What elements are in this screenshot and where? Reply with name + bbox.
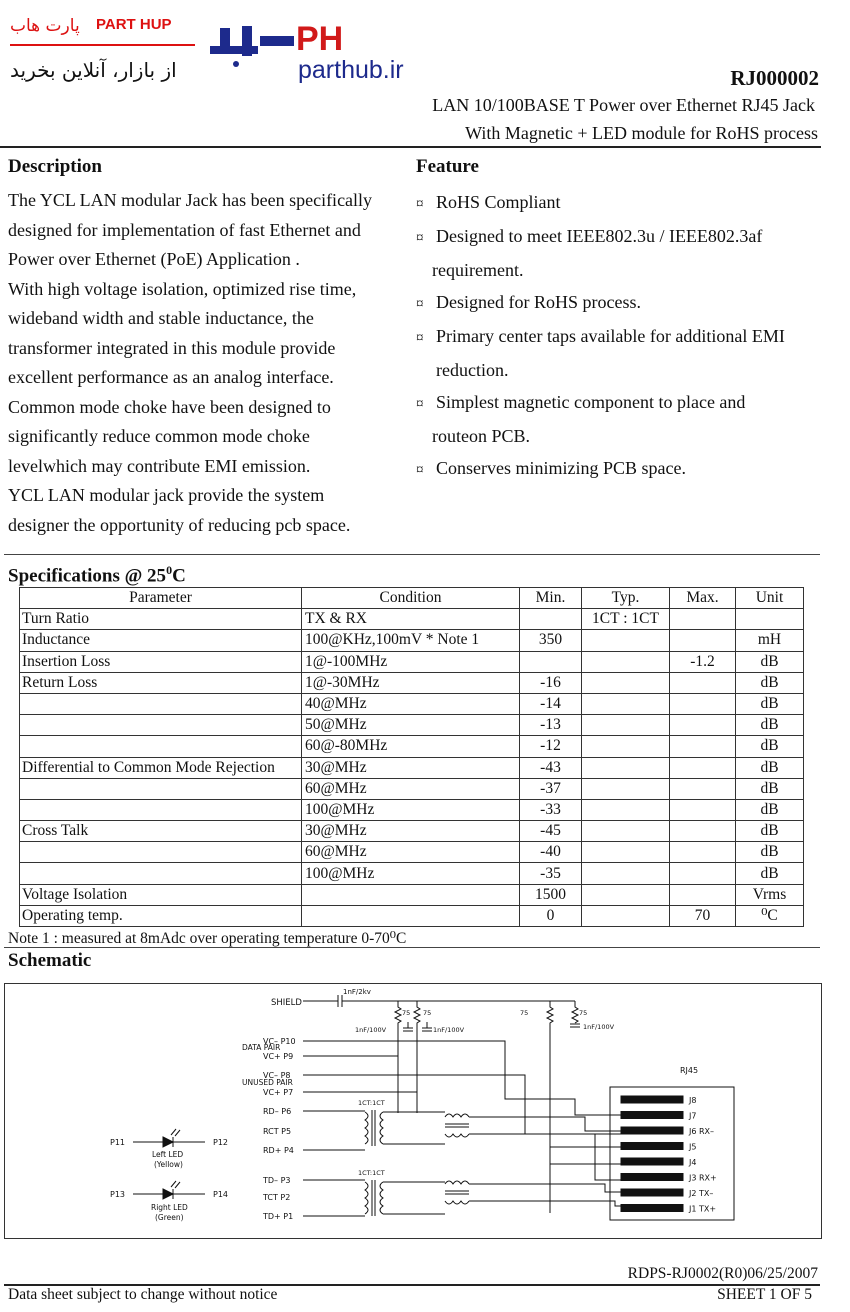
- rj45-pin-label: J8: [689, 1096, 697, 1105]
- spec-cell: [670, 821, 736, 842]
- spec-cell: [670, 736, 736, 757]
- svg-text:1CT:1CT: 1CT:1CT: [358, 1099, 385, 1107]
- rj45-contact: [621, 1174, 683, 1181]
- spec-cell: [582, 884, 670, 905]
- spec-cell: ⁰C: [736, 905, 804, 926]
- spec-cell: [20, 863, 302, 884]
- spec-cell: [582, 799, 670, 820]
- rj45-pin-label: J2 TX–: [689, 1189, 714, 1198]
- spec-cell: mH: [736, 630, 804, 651]
- spec-cell: dB: [736, 757, 804, 778]
- rj45-pin-label: J7: [689, 1111, 697, 1121]
- spec-cell: -37: [520, 778, 582, 799]
- bullet-icon: ¤: [416, 196, 424, 212]
- spec-cell: [20, 799, 302, 820]
- spec-note: Note 1 : measured at 8mAdc over operating temperature 0-70⁰C: [8, 930, 407, 947]
- spec-cell: [670, 842, 736, 863]
- svg-text:1nF/100V: 1nF/100V: [433, 1026, 465, 1034]
- spec-cell: 0: [520, 905, 582, 926]
- description-line: transformer integrated in this module provide: [8, 337, 336, 358]
- led-pin-label: P14: [213, 1190, 229, 1199]
- rj45-pin-label: J6 RX–: [689, 1127, 715, 1136]
- spec-cell: 100@MHz: [302, 863, 520, 884]
- spec-cell: Vrms: [736, 884, 804, 905]
- right-led-label: Right LED: [151, 1203, 188, 1212]
- spec-cell: 1@-100MHz: [302, 651, 520, 672]
- description-line: Power over Ethernet (PoE) Application .: [8, 249, 300, 269]
- spec-cell: dB: [736, 693, 804, 714]
- spec-cell: [582, 672, 670, 693]
- rj45-pin-label: J5: [689, 1142, 697, 1152]
- spec-cell: [582, 651, 670, 672]
- spec-cell: dB: [736, 778, 804, 799]
- logo-slogan: از بازار، آنلاین بخرید: [10, 58, 177, 82]
- spec-cell: [520, 651, 582, 672]
- spec-cell: -35: [520, 863, 582, 884]
- bullet-icon: ¤: [416, 330, 424, 346]
- spec-cell: 1500: [520, 884, 582, 905]
- led-diode-icon: [163, 1189, 173, 1199]
- description-line: Common mode choke have been designed to: [8, 396, 331, 417]
- column-header: Typ.: [582, 588, 670, 609]
- spec-cell: [670, 693, 736, 714]
- spec-cell: [20, 736, 302, 757]
- description-heading: Description: [8, 156, 102, 177]
- spec-cell: dB: [736, 651, 804, 672]
- schematic-pin-label: VC– P8: [263, 1071, 291, 1080]
- spec-cell: [20, 778, 302, 799]
- spec-cell: [582, 778, 670, 799]
- section-rule: [4, 947, 820, 948]
- spec-cell: 60@MHz: [302, 778, 520, 799]
- spec-cell: [670, 778, 736, 799]
- schematic-pin-label: VC+ P7: [263, 1088, 294, 1097]
- data-pair-label: DATA PAIR: [242, 1043, 281, 1052]
- column-header: Unit: [736, 588, 804, 609]
- title-line-1: LAN 10/100BASE T Power over Ethernet RJ45 Jack: [432, 95, 815, 115]
- rj45-contact: [621, 1143, 683, 1150]
- spec-cell: dB: [736, 863, 804, 884]
- spec-cell: Return Loss: [20, 672, 302, 693]
- spec-cell: [670, 884, 736, 905]
- spec-cell: Cross Talk: [20, 821, 302, 842]
- spec-cell: [582, 736, 670, 757]
- spec-cell: [736, 609, 804, 630]
- spec-row: [20, 630, 804, 651]
- spec-cell: [582, 693, 670, 714]
- rj45-contact: [621, 1205, 683, 1212]
- svg-text:75: 75: [579, 1009, 588, 1017]
- column-header: Max.: [670, 588, 736, 609]
- spec-cell: 60@MHz: [302, 842, 520, 863]
- spec-cell: 30@MHz: [302, 757, 520, 778]
- description-body: [8, 186, 408, 540]
- spec-row: [20, 863, 804, 884]
- footer-notice: Data sheet subject to change without notice: [8, 1286, 278, 1303]
- rj45-contact: [621, 1112, 683, 1119]
- description-line: With high voltage isolation, optimized rise time,: [8, 278, 357, 299]
- header-rule: [0, 146, 821, 148]
- feature-item-continuation: requirement.: [432, 260, 524, 280]
- spec-row: [20, 693, 804, 714]
- spec-cell: [670, 863, 736, 884]
- schematic-diagram: [4, 983, 822, 1239]
- logo-brand-en: PART HUP: [96, 16, 172, 33]
- rj45-contact: [621, 1189, 683, 1196]
- logo-brand-fa: پارت هاب: [10, 16, 80, 36]
- svg-text:1nF/100V: 1nF/100V: [355, 1026, 387, 1034]
- column-header: Parameter: [20, 588, 302, 609]
- led-pin-label: P13: [110, 1190, 126, 1199]
- spec-cell: [670, 672, 736, 693]
- feature-item: ¤ Conserves minimizing PCB space.: [416, 452, 826, 486]
- bullet-icon: ¤: [416, 462, 424, 478]
- svg-text:75: 75: [520, 1009, 529, 1017]
- spec-header-row: [20, 588, 804, 609]
- cap-label: 1nF/2kv: [343, 988, 371, 996]
- spec-cell: 70: [670, 905, 736, 926]
- section-rule: [4, 554, 820, 555]
- spec-cell: Insertion Loss: [20, 651, 302, 672]
- spec-cell: [670, 609, 736, 630]
- spec-row: [20, 651, 804, 672]
- description-line: designed for implementation of fast Ethernet and: [8, 219, 361, 240]
- spec-cell: dB: [736, 821, 804, 842]
- spec-cell: TX & RX: [302, 609, 520, 630]
- feature-item: ¤ Designed for RoHS process.: [416, 286, 826, 320]
- shield-label: SHIELD: [271, 998, 302, 1008]
- column-header: Condition: [302, 588, 520, 609]
- feature-heading: Feature: [416, 156, 479, 177]
- schematic-pin-label: RCT P5: [263, 1127, 292, 1136]
- feature-item-continuation: reduction.: [436, 360, 509, 380]
- spec-cell: [582, 821, 670, 842]
- spec-cell: -13: [520, 715, 582, 736]
- schematic-heading: Schematic: [8, 950, 92, 971]
- description-line: designer the opportunity of reducing pcb space.: [8, 514, 351, 535]
- rj45-label: RJ45: [680, 1066, 699, 1075]
- spec-row: [20, 884, 804, 905]
- spec-cell: Inductance: [20, 630, 302, 651]
- title-line-2: With Magnetic + LED module for RoHS process: [465, 123, 818, 143]
- spec-cell: Turn Ratio: [20, 609, 302, 630]
- rj45-contact: [621, 1096, 683, 1103]
- description-line: YCL LAN modular jack provide the system: [8, 485, 325, 505]
- rj45-pin-label: J4: [689, 1158, 697, 1167]
- spec-cell: -45: [520, 821, 582, 842]
- svg-text:1CT:1CT: 1CT:1CT: [358, 1169, 385, 1177]
- spec-cell: dB: [736, 736, 804, 757]
- spec-row: [20, 799, 804, 820]
- description-line: significantly reduce common mode choke: [8, 426, 310, 446]
- spec-cell: Voltage Isolation: [20, 884, 302, 905]
- spec-cell: dB: [736, 842, 804, 863]
- spec-cell: dB: [736, 799, 804, 820]
- spec-cell: [20, 842, 302, 863]
- spec-table: [19, 587, 804, 927]
- schematic-pin-label: VC– P10: [263, 1037, 296, 1046]
- spec-cell: 100@KHz,100mV * Note 1: [302, 630, 520, 651]
- spec-cell: [302, 905, 520, 926]
- spec-cell: dB: [736, 672, 804, 693]
- schematic-pin-label: TCT P2: [263, 1193, 291, 1202]
- led-emit-icon: [171, 1181, 180, 1188]
- spec-cell: 100@MHz: [302, 799, 520, 820]
- spec-cell: Differential to Common Mode Rejection: [20, 757, 302, 778]
- doc-number: RJ000002: [730, 66, 819, 90]
- spec-cell: -12: [520, 736, 582, 757]
- spec-row: [20, 757, 804, 778]
- spec-cell: Operating temp.: [20, 905, 302, 926]
- spec-cell: [520, 609, 582, 630]
- spec-cell: 60@-80MHz: [302, 736, 520, 757]
- led-diode-icon: [163, 1137, 173, 1147]
- description-line: levelwhich may contribute EMI emission.: [8, 455, 311, 476]
- rj45-contact: [621, 1127, 683, 1134]
- left-led-label: Left LED: [152, 1150, 184, 1159]
- description-line: The YCL LAN modular Jack has been specifically: [8, 190, 373, 210]
- logo-underline: [10, 44, 195, 46]
- spec-cell: [582, 863, 670, 884]
- bullet-icon: ¤: [416, 396, 424, 412]
- spec-row: [20, 715, 804, 736]
- spec-cell: dB: [736, 715, 804, 736]
- spec-cell: 50@MHz: [302, 715, 520, 736]
- spec-cell: -1.2: [670, 651, 736, 672]
- feature-item: ¤ Designed to meet IEEE802.3u / IEEE802.3af: [416, 220, 826, 254]
- spec-cell: [582, 715, 670, 736]
- spec-cell: [582, 905, 670, 926]
- spec-cell: [670, 799, 736, 820]
- rj45-pin-label: J3 RX+: [689, 1173, 717, 1183]
- specs-heading: Specifications @ $25^0C$: [8, 563, 186, 587]
- feature-item: ¤ Primary center taps available for additional EMI: [416, 320, 826, 354]
- logo-url: parthub.ir: [298, 56, 404, 84]
- spec-row: [20, 672, 804, 693]
- spec-row: [20, 736, 804, 757]
- spec-cell: [582, 757, 670, 778]
- spec-cell: -40: [520, 842, 582, 863]
- feature-item: ¤ RoHS Compliant: [416, 186, 826, 220]
- spec-cell: [670, 757, 736, 778]
- schematic-pin-label: RD– P6: [263, 1107, 292, 1116]
- spec-cell: [20, 693, 302, 714]
- bullet-icon: ¤: [416, 296, 424, 312]
- bullet-icon: ¤: [416, 230, 424, 246]
- spec-cell: [670, 630, 736, 651]
- description-line: excellent performance as an analog interface.: [8, 367, 334, 387]
- schematic-pin-label: TD– P3: [263, 1176, 291, 1185]
- spec-cell: [20, 715, 302, 736]
- schematic-pin-label: VC+ P9: [263, 1052, 294, 1061]
- rj45-contact: [621, 1158, 683, 1165]
- spec-row: [20, 821, 804, 842]
- spec-row: [20, 778, 804, 799]
- feature-item-continuation: routeon PCB.: [432, 426, 531, 446]
- led-emit-icon: [171, 1129, 180, 1136]
- rj45-pin-label: J1 TX+: [689, 1204, 717, 1214]
- spec-cell: [302, 884, 520, 905]
- spec-cell: -43: [520, 757, 582, 778]
- spec-cell: 30@MHz: [302, 821, 520, 842]
- feature-list: [416, 186, 826, 486]
- led-pin-label: P11: [110, 1138, 126, 1147]
- right-led-color: (Green): [155, 1213, 184, 1222]
- sheet-number: SHEET 1 OF 5: [717, 1286, 812, 1303]
- logo-mark-text: PH: [296, 22, 344, 58]
- spec-cell: 40@MHz: [302, 693, 520, 714]
- spec-cell: [582, 842, 670, 863]
- svg-text:1nF/100V: 1nF/100V: [583, 1023, 615, 1031]
- spec-cell: -33: [520, 799, 582, 820]
- spec-cell: -14: [520, 693, 582, 714]
- left-led-color: (Yellow): [154, 1160, 183, 1169]
- spec-cell: [670, 715, 736, 736]
- unused-pair-label: UNUSED PAIR: [242, 1078, 293, 1087]
- revision-code: RDPS-RJ0002(R0)06/25/2007: [627, 1265, 818, 1282]
- description-line: wideband width and stable inductance, the: [8, 308, 314, 328]
- spec-row: [20, 905, 804, 926]
- spec-cell: [582, 630, 670, 651]
- feature-item: ¤ Simplest magnetic component to place and: [416, 386, 826, 420]
- spec-row: [20, 609, 804, 630]
- spec-cell: 1CT : 1CT: [582, 609, 670, 630]
- spec-row: [20, 842, 804, 863]
- svg-text:75: 75: [423, 1009, 432, 1017]
- column-header: Min.: [520, 588, 582, 609]
- schematic-pin-label: RD+ P4: [263, 1146, 294, 1155]
- spec-cell: 1@-30MHz: [302, 672, 520, 693]
- schematic-pin-label: TD+ P1: [263, 1212, 294, 1221]
- spec-cell: -16: [520, 672, 582, 693]
- spec-cell: 350: [520, 630, 582, 651]
- svg-text:75: 75: [402, 1009, 411, 1017]
- led-pin-label: P12: [213, 1138, 229, 1147]
